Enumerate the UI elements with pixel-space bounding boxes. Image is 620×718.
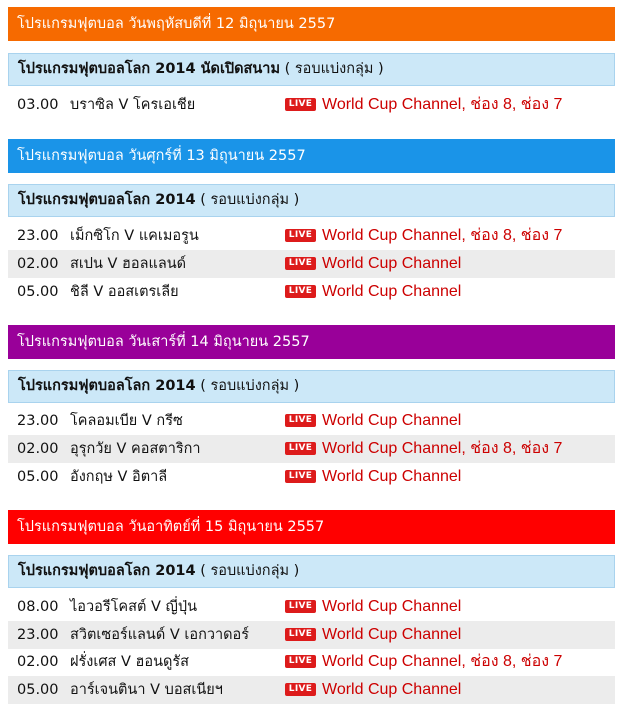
kickoff-time: 05.00 [17, 469, 59, 485]
live-badge-icon: LIVE [285, 442, 316, 455]
match-teams[interactable]: ฝรั่งเศส V ฮอนดูรัส [70, 654, 190, 670]
competition-title: โปรแกรมฟุตบอลโลก 2014 [18, 563, 196, 579]
broadcast-channel[interactable]: World Cup Channel [322, 283, 462, 300]
kickoff-time: 05.00 [17, 284, 59, 300]
match-row[interactable] [8, 593, 615, 621]
match-row[interactable] [8, 278, 615, 306]
competition-stage: ( รอบแบ่งกลุ่ม ) [200, 192, 300, 208]
match-teams[interactable]: สเปน V ฮอลแลนด์ [70, 256, 187, 272]
live-badge-icon: LIVE [285, 285, 316, 298]
kickoff-time: 05.00 [17, 682, 59, 698]
day-header: โปรแกรมฟุตบอล วันเสาร์ที่ 14 มิถุนายน 2557 [8, 325, 615, 359]
live-badge-icon: LIVE [285, 257, 316, 270]
kickoff-time: 02.00 [17, 441, 59, 457]
live-badge-icon: LIVE [285, 98, 316, 111]
broadcast-channel[interactable]: World Cup Channel [322, 598, 462, 615]
match-row[interactable] [8, 463, 615, 491]
match-teams[interactable]: อุรุกวัย V คอสตาริกา [70, 441, 201, 457]
day-header: โปรแกรมฟุตบอล วันพฤหัสบดีที่ 12 มิถุนายน 2557 [8, 7, 615, 41]
competition-stage: ( รอบแบ่งกลุ่ม ) [200, 563, 300, 579]
match-teams[interactable]: โคลอมเบีย V กรีซ [70, 413, 183, 429]
match-teams[interactable]: สวิตเซอร์แลนด์ V เอกวาดอร์ [70, 627, 250, 643]
broadcast-channel[interactable]: World Cup Channel [322, 626, 462, 643]
competition-header [8, 370, 615, 403]
competition-header [8, 53, 615, 86]
competition-header [8, 184, 615, 217]
live-badge-icon: LIVE [285, 470, 316, 483]
match-row[interactable] [8, 621, 615, 649]
live-badge-icon: LIVE [285, 414, 316, 427]
competition-header [8, 555, 615, 588]
broadcast-channel[interactable]: World Cup Channel, ช่อง 8, ช่อง 7 [322, 96, 563, 113]
match-teams[interactable]: อาร์เจนตินา V บอสเนียฯ [70, 682, 223, 698]
kickoff-time: 23.00 [17, 627, 59, 643]
broadcast-channel[interactable]: World Cup Channel, ช่อง 8, ช่อง 7 [322, 653, 563, 670]
kickoff-time: 23.00 [17, 228, 59, 244]
broadcast-channel[interactable]: World Cup Channel [322, 412, 462, 429]
match-row[interactable] [8, 222, 615, 250]
live-badge-icon: LIVE [285, 628, 316, 641]
match-row[interactable] [8, 676, 615, 704]
competition-title: โปรแกรมฟุตบอลโลก 2014 นัดเปิดสนาม [18, 61, 281, 77]
match-row[interactable] [8, 91, 615, 119]
match-teams[interactable]: อังกฤษ V อิตาลี [70, 469, 168, 485]
kickoff-time: 08.00 [17, 599, 59, 615]
match-row[interactable] [8, 407, 615, 435]
broadcast-channel[interactable]: World Cup Channel [322, 681, 462, 698]
match-teams[interactable]: ไอวอรีโคสต์ V ญี่ปุ่น [70, 599, 198, 615]
kickoff-time: 23.00 [17, 413, 59, 429]
kickoff-time: 03.00 [17, 97, 59, 113]
competition-title: โปรแกรมฟุตบอลโลก 2014 [18, 378, 196, 394]
match-teams[interactable]: เม็กซิโก V แคเมอรูน [70, 228, 199, 244]
day-header: โปรแกรมฟุตบอล วันอาทิตย์ที่ 15 มิถุนายน 2557 [8, 510, 615, 544]
day-header: โปรแกรมฟุตบอล วันศุกร์ที่ 13 มิถุนายน 2557 [8, 139, 615, 173]
live-badge-icon: LIVE [285, 683, 316, 696]
match-row[interactable] [8, 435, 615, 463]
live-badge-icon: LIVE [285, 229, 316, 242]
match-row[interactable] [8, 648, 615, 676]
match-teams[interactable]: บราซิล V โครเอเชีย [70, 97, 196, 113]
broadcast-channel[interactable]: World Cup Channel [322, 255, 462, 272]
kickoff-time: 02.00 [17, 256, 59, 272]
competition-stage: ( รอบแบ่งกลุ่ม ) [200, 378, 300, 394]
competition-title: โปรแกรมฟุตบอลโลก 2014 [18, 192, 196, 208]
competition-stage: ( รอบแบ่งกลุ่ม ) [284, 61, 384, 77]
live-badge-icon: LIVE [285, 655, 316, 668]
broadcast-channel[interactable]: World Cup Channel, ช่อง 8, ช่อง 7 [322, 440, 563, 457]
live-badge-icon: LIVE [285, 600, 316, 613]
kickoff-time: 02.00 [17, 654, 59, 670]
match-teams[interactable]: ชิลี V ออสเตรเลีย [70, 284, 179, 300]
broadcast-channel[interactable]: World Cup Channel, ช่อง 8, ช่อง 7 [322, 227, 563, 244]
broadcast-channel[interactable]: World Cup Channel [322, 468, 462, 485]
match-row[interactable] [8, 250, 615, 278]
